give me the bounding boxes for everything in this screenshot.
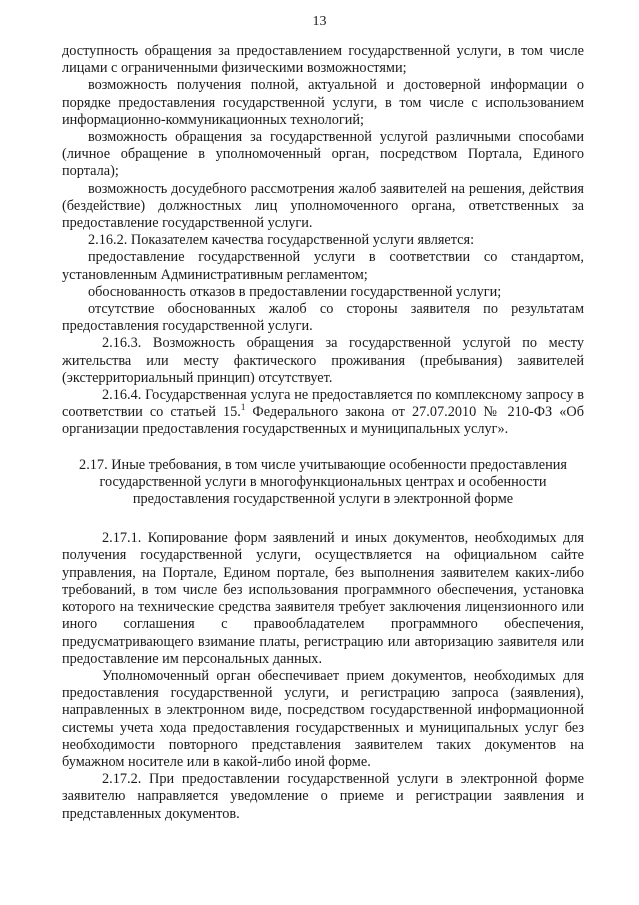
paragraph-2-16-4 bbox=[62, 387, 584, 439]
paragraph-refusals: обоснованность отказов в предоставлении государственной услуги; bbox=[88, 283, 502, 300]
document-body bbox=[62, 43, 584, 823]
paragraph-2-16-2: 2.16.2. Показателем качества государственной услуги является: bbox=[88, 232, 475, 249]
paragraph-no-complaints: отсутствие обоснованных жалоб со стороны заявителя по результатам предоставления государственной услуги. bbox=[62, 301, 584, 335]
paragraph-complaints: возможность досудебного рассмотрения жалоб заявителей на решения, действия (бездействие) должностных лиц уполномоченного органа, ответственных за предоставление государственной услуги. bbox=[62, 180, 584, 232]
paragraph-standard: предоставление государственной услуги в соответствии со стандартом, установленным Административным регламентом; bbox=[62, 249, 584, 283]
footnote-marker: 1 bbox=[240, 402, 246, 413]
paragraph-accessibility: доступность обращения за предоставлением государственной услуги, в том числе лицами с ограниченными физическими возможностями; bbox=[62, 43, 584, 77]
page-number: 13 bbox=[312, 14, 327, 29]
paragraph-2-16-3: 2.16.3. Возможность обращения за государственной услугой по месту жительства или месту фактического проживания (пребывания) заявителей (экстерриториальный принцип) отсутствует. bbox=[62, 335, 584, 386]
paragraph-request-methods: возможность обращения за государственной услугой различными способами (личное обращение в уполномоченный орган, посредством Портала, Единого портала); bbox=[62, 129, 584, 180]
paragraph-2-17-1: 2.17.1. Копирование форм заявлений и иных документов, необходимых для получения государственной услуги, осуществляется на официальном сайте управления, на Портале, Едином портале, без выполнения заявителем каких-либо требований, в том числе без использования программного обеспечения, установка которого на технические средства заявителя требует заключения лицензионного или иного соглашения с правообладателем программного обеспечения, предусматривающего взимание платы, регистрацию или авторизацию заявителя или предоставление им персональных данных. bbox=[62, 530, 584, 667]
paragraph-info-availability: возможность получения полной, актуальной и достоверной информации о порядке предоставления государственной услуги, в том числе с использованием информационно-коммуникационных технологий; bbox=[62, 77, 584, 128]
paragraph-2-17-2: 2.17.2. При предоставлении государственной услуги в электронной форме заявителю направляется уведомление о приеме и регистрации заявления и представленных документов. bbox=[62, 771, 584, 822]
paragraph-2-16-4-text-b: Федерального закона от 27.07.2010 № 210-ФЗ «Об организации предоставления государственных и муниципальных услуг». bbox=[62, 404, 584, 438]
section-heading-2-17: 2.17. Иные требования, в том числе учитывающие особенности предоставления государственной услуги в многофункциональных центрах и особенности предоставления государственной услуги в электронной форме bbox=[79, 456, 567, 508]
paragraph-electronic-acceptance: Уполномоченный орган обеспечивает прием документов, необходимых для предоставления государственной услуги, и регистрацию запроса (заявления), направленных в электронном виде, посредством государственной информационной системы учета хода предоставления государственных и муниципальных услуг без необходимости повторного представления заявителем таких документов на бумажном носителе или в какой-либо иной форме. bbox=[62, 667, 584, 770]
paragraph-2-16-4-text-a: 2.16.4. Государственная услуга не предоставляется по комплексному запросу в соответствии со статьей 15. bbox=[62, 387, 584, 421]
